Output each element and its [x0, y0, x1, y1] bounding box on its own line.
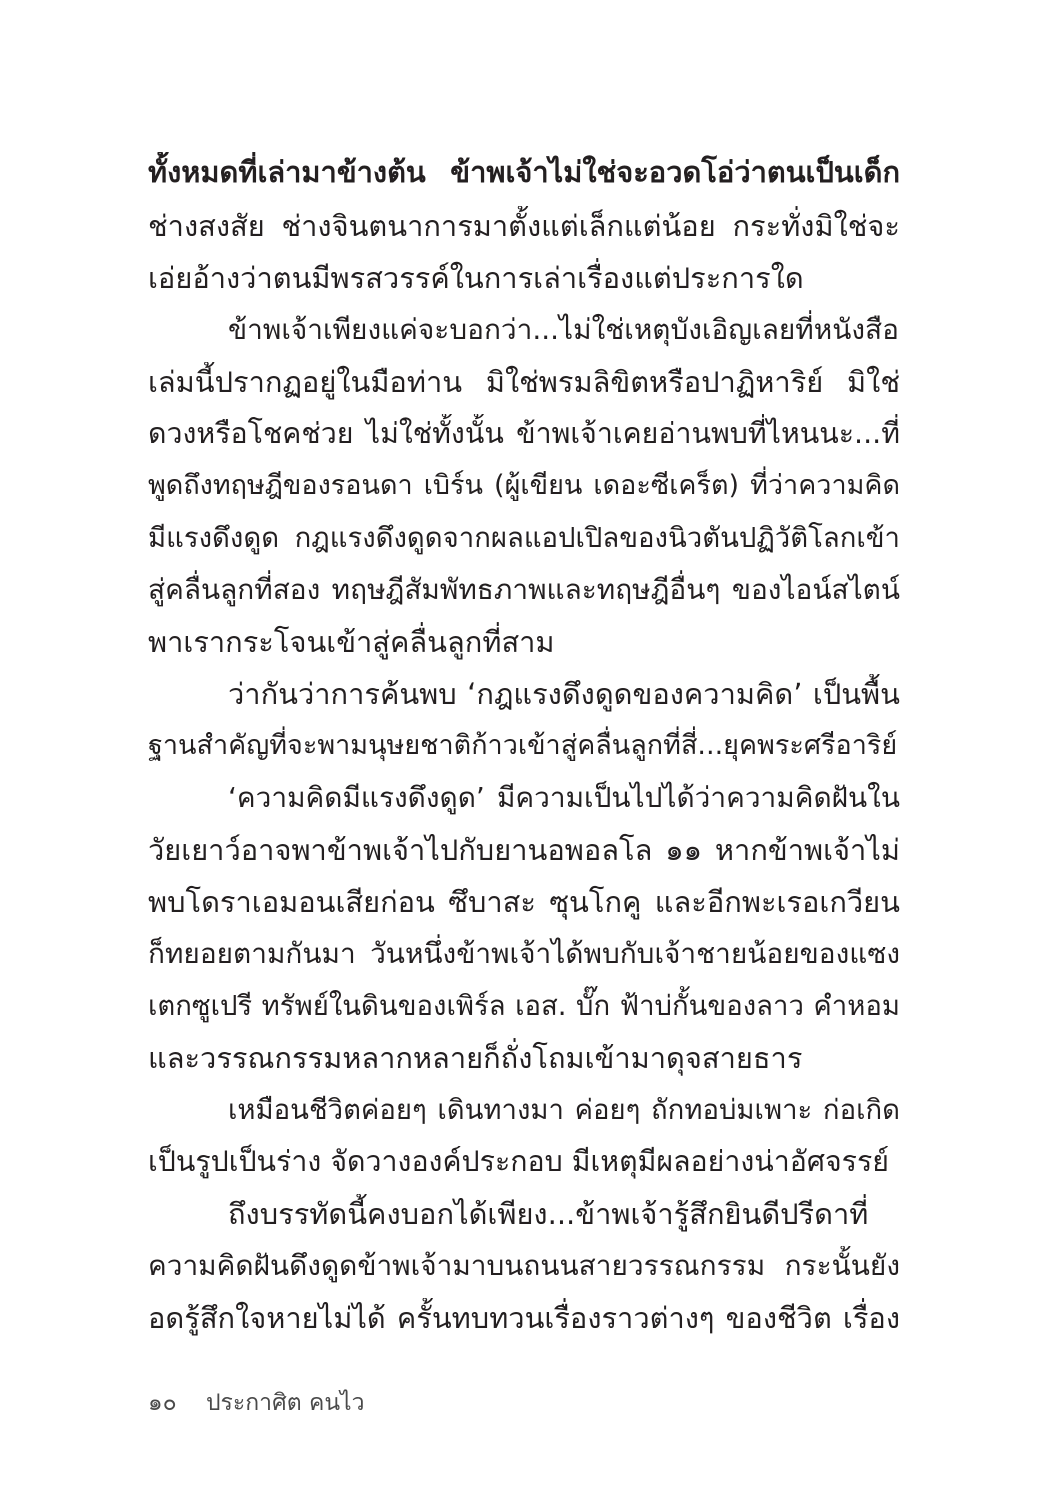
body-line-6: ดวงหรือโชคช่วย ไม่ใช่ทั้งนั้น ข้าพเจ้าเคยอ่านพบที่ไหนนะ...ที่	[148, 417, 900, 450]
body-line-1: ทั้งหมดที่เล่ามาข้างต้น ข้าพเจ้าไม่ใช่จะอวดโอ่ว่าตนเป็นเด็ก	[148, 155, 900, 189]
body-line-3: เอ่ยอ้างว่าตนมีพรสวรรค์ในการเล่าเรื่องแต่ประการใด	[148, 261, 804, 295]
body-line-12: ฐานสำคัญที่จะพามนุษยชาติก้าวเข้าสู่คลื่นลูกที่สี่...ยุคพระศรีอาริย์	[148, 730, 898, 761]
body-line-2: ช่างสงสัย ช่างจินตนาการมาตั้งแต่เล็กแต่น้อย กระทั่งมิใช่จะ	[148, 209, 900, 243]
body-line-22: ความคิดฝันดึงดูดข้าพเจ้ามาบนถนนสายวรรณกรรม กระนั้นยัง	[148, 1249, 900, 1282]
running-title: ประกาศิต คนไว	[205, 1390, 365, 1416]
body-line-5: เล่มนี้ปรากฏอยู่ในมือท่าน มิใช่พรมลิขิตหรือปาฏิหาริย์ มิใช่	[148, 365, 900, 399]
body-line-8: มีแรงดึงดูด กฎแรงดึงดูดจากผลแอปเปิลของนิวตันปฏิวัติโลกเข้า	[148, 522, 900, 554]
body-line-14: วัยเยาว์อาจพาข้าพเจ้าไปกับยานอพอลโล ๑๑ หากข้าพเจ้าไม่	[148, 833, 900, 867]
page-number: ๑๐	[148, 1390, 177, 1416]
body-line-13: ‘ความคิดมีแรงดึงดูด’ มีความเป็นไปได้ว่าความคิดฝันใน	[228, 781, 900, 814]
body-line-23: อดรู้สึกใจหายไม่ได้ ครั้นทบทวนเรื่องราวต่างๆ ของชีวิต เรื่อง	[148, 1301, 900, 1335]
body-line-4: ข้าพเจ้าเพียงแค่จะบอกว่า...ไม่ใช่เหตุบังเอิญเลยที่หนังสือ	[228, 313, 899, 346]
body-line-9: สู่คลื่นลูกที่สอง ทฤษฎีสัมพัทธภาพและทฤษฎีอื่นๆ ของไอน์สไตน์	[148, 573, 900, 606]
page-footer	[148, 1388, 365, 1418]
body-line-11: ว่ากันว่าการค้นพบ ‘กฎแรงดึงดูดของความคิด’ เป็นพื้น	[228, 677, 900, 711]
body-line-15: พบโดราเอมอนเสียก่อน ซึบาสะ ซุนโกคู และอีกพะเรอเกวียน	[148, 885, 900, 919]
body-line-19: เหมือนชีวิตค่อยๆ เดินทางมา ค่อยๆ ถักทอบ่มเพาะ ก่อเกิด	[228, 1094, 900, 1126]
body-line-10: พาเรากระโจนเข้าสู่คลื่นลูกที่สาม	[148, 625, 555, 659]
body-line-7: พูดถึงทฤษฎีของรอนดา เบิร์น (ผู้เขียน เดอะซีเคร็ต) ที่ว่าความคิด	[148, 470, 900, 501]
body-line-16: ก็ทยอยตามกันมา วันหนึ่งข้าพเจ้าได้พบกับเจ้าชายน้อยของแซง	[148, 937, 900, 970]
body-line-20: เป็นรูปเป็นร่าง จัดวางองค์ประกอบ มีเหตุมีผลอย่างน่าอัศจรรย์	[148, 1145, 889, 1178]
body-line-18: และวรรณกรรมหลากหลายก็ถั่งโถมเข้ามาดุจสายธาร	[148, 1041, 803, 1075]
body-line-21: ถึงบรรทัดนี้คงบอกได้เพียง...ข้าพเจ้ารู้สึกยินดีปรีดาที่	[228, 1197, 869, 1231]
body-line-17: เตกซูเปรี ทรัพย์ในดินของเพิร์ล เอส. บั๊ก ฟ้าบ่กั้นของลาว คำหอม	[148, 990, 900, 1022]
